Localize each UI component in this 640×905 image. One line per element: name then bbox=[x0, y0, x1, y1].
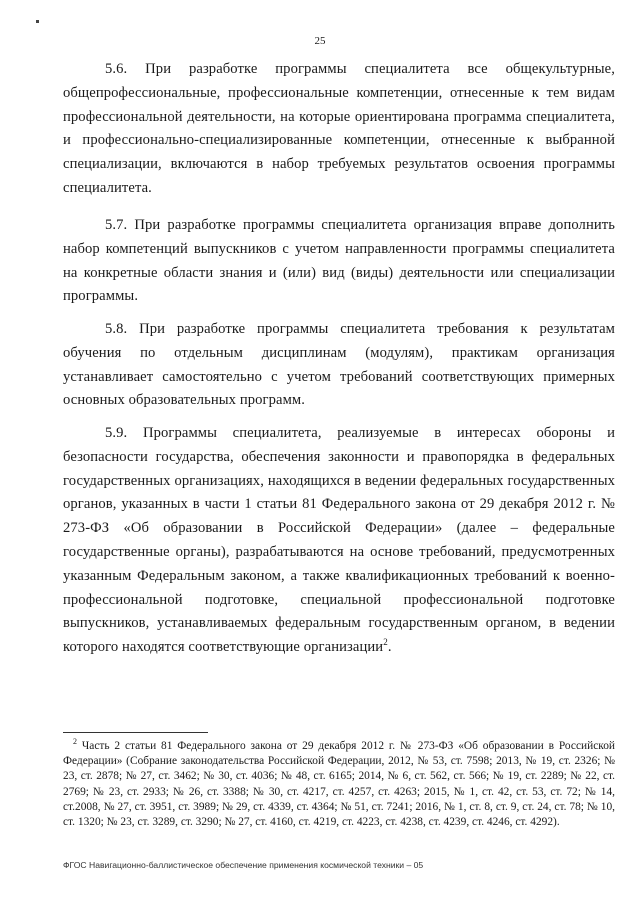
footnote-marker: 2 bbox=[73, 737, 77, 747]
paragraph-5-9 bbox=[63, 422, 615, 660]
footnote-text: Часть 2 статьи 81 Федерального закона от 29 декабря 2012 г. № 273-ФЗ «Об образовании в Российской Федерации» (Собрание законодательства Российской Федерации, 2012, № 53, ст. 7598; 2013, № 19, ст. 2326; № 23, ст. 2878; № 27, ст. 3462; № 30, ст. 4036; № 48, ст. 6165; 2014, № 6, ст. 562, ст. 566; № 19, ст. 2289; № 22, ст. 2769; № 23, ст. 2933; № 26, ст. 3388; № 30, ст. 4217, ст. 4257, ст. 4263; 2015, № 1, ст. 42, ст. 53, ст. 72; № 14, ст.2008, № 27, ст. 3951, ст. 3989; № 29, ст. 4339, ст. 4364; № 51, ст. 7241; 2016, № 1, ст. 8, ст. 9, ст. 24, ст. 78; № 10, ст. 1320; № 23, ст. 3289, ст. 3290; № 27, ст. 4160, ст. 4219, ст. 4223, ст. 4238, ст. 4239, ст. 4246, ст. 4292). bbox=[63, 740, 615, 829]
footnote-separator bbox=[63, 732, 208, 733]
paragraph-5-9-end: . bbox=[387, 639, 392, 656]
paragraph-5-7: 5.7. При разработке программы специалитета организация вправе дополнить набор компетенций выпускников с учетом направленности программы специалитета на конкретные области знания и (или) вид (виды) деятельности или специализации программы. bbox=[63, 217, 615, 305]
page-number: 25 bbox=[314, 35, 326, 47]
footnote-reference[interactable]: 2 bbox=[383, 637, 388, 648]
paragraph-5-8: 5.8. При разработке программы специалитета требования к результатам обучения по отдельным дисциплинам (модулям), практикам организация устанавливает самостоятельно с учетом требований соответствующих примерных основных образовательных программ. bbox=[63, 321, 615, 409]
paragraph-5-9-text: 5.9. Программы специалитета, реализуемые в интересах обороны и безопасности государства, обеспечения законности и правопорядка в федеральных государственных организациях, находящихся в ведении федеральных государственных органов, указанных в части 1 статьи 81 Федерального закона от 29 декабря 2012 г. № 273-ФЗ «Об образовании в Российской Федерации» (далее – федеральные государственные органы), разрабатываются на основе требований, предусмотренных указанным Федеральным законом, а также квалификационных требований к военно-профессиональной подготовке, специальной профессиональной подготовке выпускников, устанавливаемых федеральным государственным органом, в ведении которого находятся соответствующие организации bbox=[63, 425, 615, 656]
scan-speck bbox=[36, 20, 39, 23]
paragraph-5-6: 5.6. При разработке программы специалитета все общекультурные, общепрофессиональные, профессиональные компетенции, отнесенные к тем видам профессиональной деятельности, на которые ориентирована программа специалитета, и профессионально-специализированные компетенции, отнесенные к выбранной специализации, включаются в набор требуемых результатов освоения программы специалитета. bbox=[63, 61, 615, 196]
document-footer: ФГОС Навигационно-баллистическое обеспечение применения космической техники – 05 bbox=[63, 860, 424, 870]
footnote bbox=[63, 739, 615, 830]
